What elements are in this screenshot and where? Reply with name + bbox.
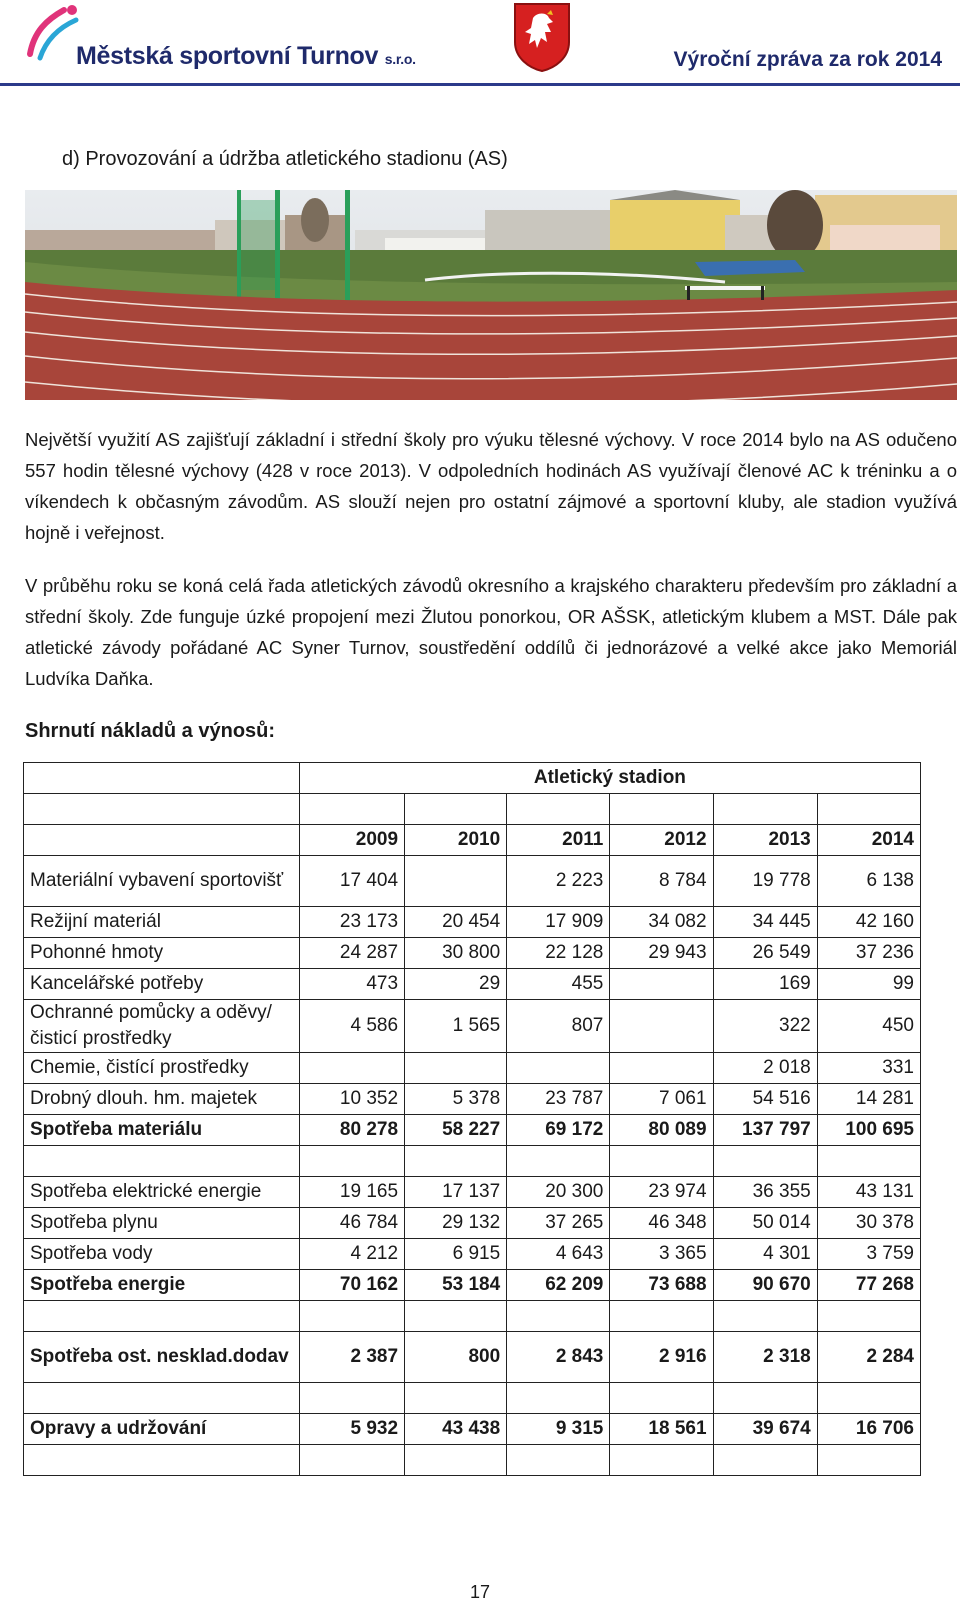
cell-value: 50 014 — [713, 1208, 817, 1239]
cell-value: 322 — [713, 1000, 817, 1053]
cell-value: 6 915 — [405, 1239, 507, 1270]
cell-value: 34 445 — [713, 907, 817, 938]
table-row — [24, 1208, 921, 1239]
company-logo — [24, 2, 444, 74]
stadium-photo-image — [25, 190, 957, 400]
table-row — [24, 1084, 921, 1115]
cell-value: 34 082 — [610, 907, 713, 938]
year-header: 2014 — [817, 825, 920, 856]
events-paragraph: V průběhu roku se koná celá řada atletických závodů okresního a krajského charakteru především pro základní a střední školy. Zde funguje úzké propojení mezi Žlutou ponorkou, OR AŠSK, atletickým klubem a MST. Dále pak atletické závody pořádané AC Syner Turnov, soustředění oddílů či jednorázové a velké akce jako Memoriál Ludvíka Daňka. — [25, 575, 957, 689]
cell-value: 4 586 — [299, 1000, 404, 1053]
cell-value: 80 089 — [610, 1115, 713, 1146]
cell-value: 69 172 — [507, 1115, 610, 1146]
row-label: Spotřeba elektrické energie — [24, 1177, 300, 1208]
cell-value — [610, 1053, 713, 1084]
cell-value: 23 173 — [299, 907, 404, 938]
table-row — [24, 1000, 921, 1053]
table-title: Atletický stadion — [299, 763, 920, 794]
header-divider — [0, 83, 960, 86]
table-row — [24, 969, 921, 1000]
cell-value: 46 348 — [610, 1208, 713, 1239]
cell-value: 450 — [817, 1000, 920, 1053]
cell-value: 137 797 — [713, 1115, 817, 1146]
section-title: d) Provozování a údržba atletického stadionu (AS) — [62, 148, 508, 170]
cell-value — [610, 1000, 713, 1053]
row-label: Režijní materiál — [24, 907, 300, 938]
cost-table — [23, 762, 921, 1476]
cell-value: 26 549 — [713, 938, 817, 969]
cell-value: 14 281 — [817, 1084, 920, 1115]
cell-value: 36 355 — [713, 1177, 817, 1208]
cell-value — [405, 1053, 507, 1084]
cell-value — [299, 1053, 404, 1084]
cell-value: 18 561 — [610, 1414, 713, 1445]
cell-value: 80 278 — [299, 1115, 404, 1146]
cell-value: 24 287 — [299, 938, 404, 969]
cell-value: 30 800 — [405, 938, 507, 969]
cell-value: 16 706 — [817, 1414, 920, 1445]
cell-value: 37 265 — [507, 1208, 610, 1239]
intro-paragraph: Největší využití AS zajišťují základní i střední školy pro výuku tělesné výchovy. V roce 2014 bylo na AS odučeno 557 hodin tělesné výchovy (428 v roce 2013). V odpoledních hodinách AS využívají členové AC k tréninku a o víkendech k občasným závodům. AS slouží nejen pro ostatní zájmové a sportovní kluby, ale stadion využívá hojně i veřejnost. — [25, 429, 957, 543]
cell-value: 6 138 — [817, 856, 920, 907]
row-label: Spotřeba ost. nesklad.dodav — [24, 1332, 300, 1383]
table-empty-row — [24, 1383, 921, 1414]
page-header — [0, 0, 960, 88]
table-row — [24, 907, 921, 938]
table-year-header — [24, 825, 921, 856]
cell-value: 17 404 — [299, 856, 404, 907]
cell-value: 473 — [299, 969, 404, 1000]
year-header: 2009 — [299, 825, 404, 856]
year-header: 2011 — [507, 825, 610, 856]
year-header: 2012 — [610, 825, 713, 856]
cell-value: 10 352 — [299, 1084, 404, 1115]
cell-value: 7 061 — [610, 1084, 713, 1115]
year-header: 2010 — [405, 825, 507, 856]
table-subtotal-row — [24, 1270, 921, 1301]
cell-value: 2 387 — [299, 1332, 404, 1383]
cell-value: 5 932 — [299, 1414, 404, 1445]
cell-value: 42 160 — [817, 907, 920, 938]
cell-value: 5 378 — [405, 1084, 507, 1115]
cell-value: 70 162 — [299, 1270, 404, 1301]
cell-value: 53 184 — [405, 1270, 507, 1301]
row-label: Chemie, čistící prostředky — [24, 1053, 300, 1084]
table-empty-row — [24, 1146, 921, 1177]
table-subtotal-row — [24, 1332, 921, 1383]
row-label: Opravy a udržování — [24, 1414, 300, 1445]
cell-value: 4 212 — [299, 1239, 404, 1270]
summary-title: Shrnutí nákladů a výnosů: — [25, 720, 276, 742]
table-row — [24, 938, 921, 969]
cell-value: 39 674 — [713, 1414, 817, 1445]
table-empty-row — [24, 1301, 921, 1332]
cell-value: 4 643 — [507, 1239, 610, 1270]
row-label: Pohonné hmoty — [24, 938, 300, 969]
stadium-photo — [25, 190, 957, 400]
cell-value: 2 916 — [610, 1332, 713, 1383]
cell-value: 169 — [713, 969, 817, 1000]
cell-value: 20 454 — [405, 907, 507, 938]
cell-value — [507, 1053, 610, 1084]
cell-value: 455 — [507, 969, 610, 1000]
report-title: Výroční zpráva za rok 2014 — [673, 48, 942, 71]
cell-value: 43 131 — [817, 1177, 920, 1208]
table-row — [24, 1177, 921, 1208]
cell-value: 19 778 — [713, 856, 817, 907]
cell-value: 20 300 — [507, 1177, 610, 1208]
row-label: Spotřeba plynu — [24, 1208, 300, 1239]
cell-value: 800 — [405, 1332, 507, 1383]
cell-value: 2 018 — [713, 1053, 817, 1084]
cell-value: 4 301 — [713, 1239, 817, 1270]
logo-text: Městská sportovní Turnov s.r.o. — [76, 42, 416, 70]
table-empty-row — [24, 794, 921, 825]
table-empty-row — [24, 1445, 921, 1476]
cell-value: 8 784 — [610, 856, 713, 907]
row-label: Spotřeba vody — [24, 1239, 300, 1270]
cell-value: 58 227 — [405, 1115, 507, 1146]
cell-value: 9 315 — [507, 1414, 610, 1445]
row-label: Drobný dlouh. hm. majetek — [24, 1084, 300, 1115]
page-number: 17 — [469, 1582, 491, 1602]
cell-value: 2 318 — [713, 1332, 817, 1383]
cell-value: 3 365 — [610, 1239, 713, 1270]
row-label: Ochranné pomůcky a oděvy/ čisticí prostředky — [24, 1000, 300, 1053]
table-subtotal-row — [24, 1414, 921, 1445]
cell-value: 807 — [507, 1000, 610, 1053]
cell-value: 2 284 — [817, 1332, 920, 1383]
city-crest-icon — [513, 2, 571, 72]
row-label: Materiální vybavení sportovišť — [24, 856, 300, 907]
cell-value: 29 — [405, 969, 507, 1000]
cell-value — [405, 856, 507, 907]
cell-value: 73 688 — [610, 1270, 713, 1301]
cell-value: 23 787 — [507, 1084, 610, 1115]
cell-value: 19 165 — [299, 1177, 404, 1208]
row-label: Kancelářské potřeby — [24, 969, 300, 1000]
row-label: Spotřeba energie — [24, 1270, 300, 1301]
cell-value: 331 — [817, 1053, 920, 1084]
cell-value: 23 974 — [610, 1177, 713, 1208]
year-header: 2013 — [713, 825, 817, 856]
cell-value: 54 516 — [713, 1084, 817, 1115]
cell-value: 17 909 — [507, 907, 610, 938]
cell-value: 22 128 — [507, 938, 610, 969]
cell-value: 100 695 — [817, 1115, 920, 1146]
table-subtotal-row — [24, 1115, 921, 1146]
cell-value: 37 236 — [817, 938, 920, 969]
row-label: Spotřeba materiálu — [24, 1115, 300, 1146]
cell-value: 46 784 — [299, 1208, 404, 1239]
cell-value: 77 268 — [817, 1270, 920, 1301]
table-row — [24, 1053, 921, 1084]
cell-value: 43 438 — [405, 1414, 507, 1445]
cell-value: 62 209 — [507, 1270, 610, 1301]
cell-value: 2 223 — [507, 856, 610, 907]
table-row — [24, 1239, 921, 1270]
cell-value: 30 378 — [817, 1208, 920, 1239]
cell-value: 90 670 — [713, 1270, 817, 1301]
cell-value: 29 943 — [610, 938, 713, 969]
cell-value: 1 565 — [405, 1000, 507, 1053]
cell-value: 2 843 — [507, 1332, 610, 1383]
cell-value: 99 — [817, 969, 920, 1000]
table-row — [24, 856, 921, 907]
table-title-row — [24, 763, 921, 794]
cell-value — [610, 969, 713, 1000]
cell-value: 17 137 — [405, 1177, 507, 1208]
cell-value: 3 759 — [817, 1239, 920, 1270]
cell-value: 29 132 — [405, 1208, 507, 1239]
